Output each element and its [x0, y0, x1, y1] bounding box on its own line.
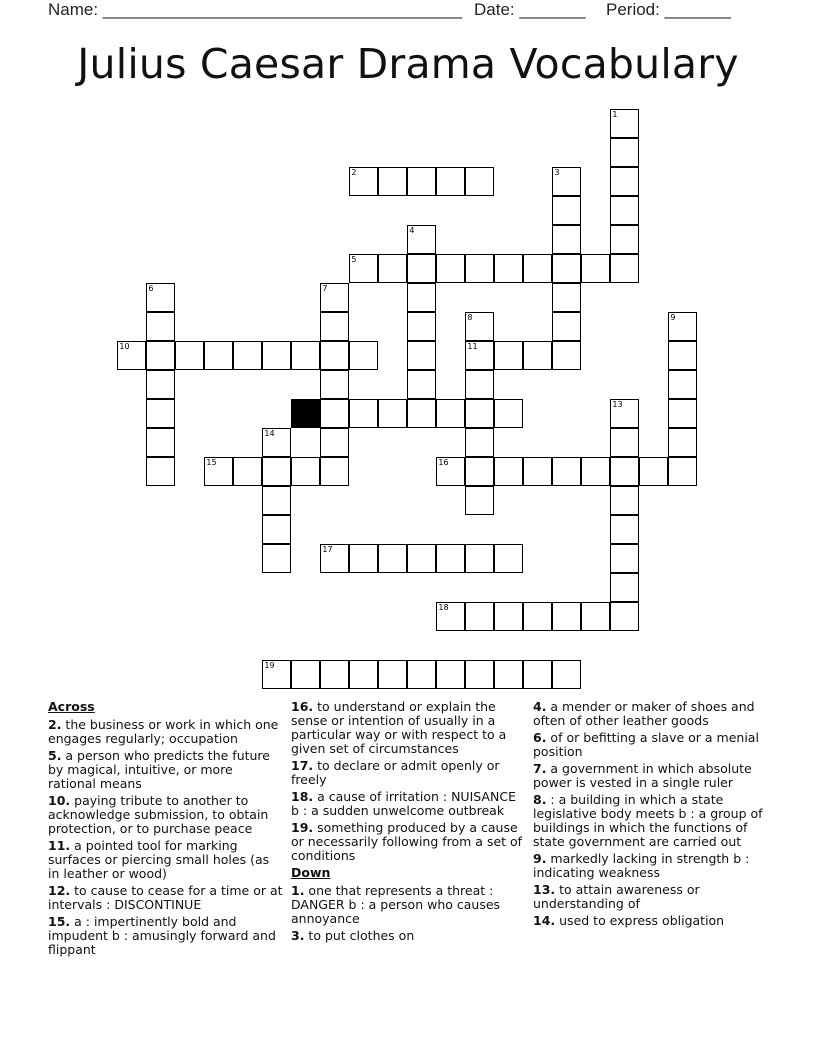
clue-text: a pointed tool for marking surfaces or piercing small holes (as in leather or wood) — [48, 838, 270, 881]
answer-square[interactable] — [320, 312, 349, 341]
clue-number: 16. — [291, 699, 314, 714]
black-square — [291, 399, 320, 428]
clue-number-label: 17 — [322, 545, 333, 555]
answer-square[interactable] — [262, 428, 291, 457]
answer-square[interactable] — [436, 602, 465, 631]
answer-square[interactable] — [552, 196, 581, 225]
answer-square[interactable] — [465, 660, 494, 689]
answer-square[interactable] — [552, 341, 581, 370]
clue-text: to attain awareness or understanding of — [533, 882, 700, 911]
clue-down-13 — [533, 883, 769, 911]
answer-square[interactable] — [407, 254, 436, 283]
answer-square[interactable] — [494, 544, 523, 573]
answer-square[interactable] — [436, 544, 465, 573]
clue-across-5 — [48, 749, 284, 791]
answer-square[interactable] — [436, 457, 465, 486]
clue-across-18 — [291, 790, 525, 818]
clue-text: to declare or admit openly or freely — [291, 758, 500, 787]
clue-number: 15. — [48, 914, 71, 929]
answer-square[interactable] — [552, 225, 581, 254]
clue-down-3 — [291, 929, 525, 943]
answer-square[interactable] — [465, 457, 494, 486]
clue-across-15 — [48, 915, 284, 957]
answer-square[interactable] — [262, 660, 291, 689]
clue-number-label: 2 — [351, 168, 357, 178]
clue-number-label: 1 — [612, 110, 618, 120]
page-title: Julius Caesar Drama Vocabulary — [77, 40, 739, 88]
answer-square[interactable] — [465, 486, 494, 515]
name-field-label[interactable]: Name: ______________________________________ — [48, 0, 463, 19]
answer-square[interactable] — [610, 486, 639, 515]
answer-square[interactable] — [523, 660, 552, 689]
answer-square[interactable] — [291, 457, 320, 486]
clue-text: a mender or maker of shoes and often of other leather goods — [533, 699, 755, 728]
answer-square[interactable] — [668, 457, 697, 486]
clue-number: 12. — [48, 883, 71, 898]
answer-square[interactable] — [146, 399, 175, 428]
clue-down-1 — [291, 884, 525, 926]
clue-number: 19. — [291, 820, 314, 835]
answer-square[interactable] — [581, 602, 610, 631]
clue-text: paying tribute to another to acknowledge submission, to obtain protection, or to purchase peace — [48, 793, 269, 836]
answer-square[interactable] — [494, 399, 523, 428]
answer-square[interactable] — [494, 254, 523, 283]
clue-down-8 — [533, 793, 769, 849]
clue-text: a person who predicts the future by magical, intuitive, or more rational means — [48, 748, 270, 791]
answer-square[interactable] — [262, 544, 291, 573]
answer-square[interactable] — [204, 341, 233, 370]
clue-number: 3. — [291, 928, 305, 943]
answer-square[interactable] — [378, 167, 407, 196]
clue-text: a cause of irritation : NUISANCE b : a sudden unwelcome outbreak — [291, 789, 516, 818]
answer-square[interactable] — [291, 660, 320, 689]
answer-square[interactable] — [378, 399, 407, 428]
answer-square[interactable] — [436, 660, 465, 689]
clue-text: the business or work in which one engages regularly; occupation — [48, 717, 279, 746]
answer-square[interactable] — [349, 399, 378, 428]
clue-number: 18. — [291, 789, 314, 804]
answer-square[interactable] — [378, 254, 407, 283]
clue-column-3 — [533, 700, 769, 931]
answer-square[interactable] — [610, 544, 639, 573]
answer-square[interactable] — [407, 167, 436, 196]
answer-square[interactable] — [465, 341, 494, 370]
clue-number-label: 6 — [148, 284, 154, 294]
clue-number: 7. — [533, 761, 547, 776]
answer-square[interactable] — [320, 457, 349, 486]
period-field-label[interactable]: Period: _______ — [606, 0, 731, 19]
clue-column-2 — [291, 700, 525, 946]
answer-square[interactable] — [668, 370, 697, 399]
clue-number-label: 13 — [612, 400, 623, 410]
clue-number: 4. — [533, 699, 547, 714]
clue-number: 10. — [48, 793, 71, 808]
answer-square[interactable] — [465, 428, 494, 457]
answer-square[interactable] — [465, 370, 494, 399]
answer-square[interactable] — [320, 283, 349, 312]
answer-square[interactable] — [552, 457, 581, 486]
clue-text: : a building in which a state legislative body meets b : a group of buildings in which the functions of state government are carried out — [533, 792, 763, 849]
answer-square[interactable] — [639, 457, 668, 486]
answer-square[interactable] — [610, 602, 639, 631]
answer-square[interactable] — [610, 457, 639, 486]
clue-number: 1. — [291, 883, 305, 898]
clue-number-label: 16 — [438, 458, 449, 468]
answer-square[interactable] — [407, 399, 436, 428]
clue-number: 13. — [533, 882, 556, 897]
clue-number: 8. — [533, 792, 547, 807]
answer-square[interactable] — [320, 660, 349, 689]
answer-square[interactable] — [552, 167, 581, 196]
answer-square[interactable] — [378, 544, 407, 573]
answer-square[interactable] — [610, 138, 639, 167]
clue-number-label: 8 — [467, 313, 473, 323]
clue-number: 14. — [533, 913, 556, 928]
clue-number-label: 7 — [322, 284, 328, 294]
clue-number-label: 3 — [554, 168, 560, 178]
answer-square[interactable] — [320, 428, 349, 457]
clue-number: 5. — [48, 748, 62, 763]
answer-square[interactable] — [523, 602, 552, 631]
answer-square[interactable] — [610, 225, 639, 254]
answer-square[interactable] — [465, 544, 494, 573]
clue-text: used to express obligation — [555, 913, 725, 928]
answer-square[interactable] — [146, 312, 175, 341]
answer-square[interactable] — [465, 399, 494, 428]
clue-number: 2. — [48, 717, 62, 732]
answer-square[interactable] — [349, 544, 378, 573]
clue-number-label: 5 — [351, 255, 357, 265]
answer-square[interactable] — [552, 312, 581, 341]
answer-square[interactable] — [349, 167, 378, 196]
answer-square[interactable] — [668, 341, 697, 370]
clue-text: one that represents a threat : DANGER b : a person who causes annoyance — [291, 883, 501, 926]
answer-square[interactable] — [262, 486, 291, 515]
answer-square[interactable] — [552, 602, 581, 631]
answer-square[interactable] — [668, 399, 697, 428]
answer-square[interactable] — [581, 254, 610, 283]
answer-square[interactable] — [552, 254, 581, 283]
date-field-label[interactable]: Date: _______ — [474, 0, 586, 19]
clue-number-label: 15 — [206, 458, 217, 468]
answer-square[interactable] — [610, 399, 639, 428]
clue-down-9 — [533, 852, 769, 880]
answer-square[interactable] — [146, 341, 175, 370]
clue-down-6 — [533, 731, 769, 759]
answer-square[interactable] — [552, 283, 581, 312]
answer-square[interactable] — [552, 660, 581, 689]
answer-square[interactable] — [146, 283, 175, 312]
clue-column-1 — [48, 700, 284, 960]
clue-text: to put clothes on — [304, 928, 415, 943]
answer-square[interactable] — [494, 660, 523, 689]
clue-text: markedly lacking in strength b : indicating weakness — [533, 851, 750, 880]
answer-square[interactable] — [523, 254, 552, 283]
answer-square[interactable] — [610, 196, 639, 225]
answer-square[interactable] — [262, 341, 291, 370]
answer-square[interactable] — [407, 660, 436, 689]
down-heading: Down — [291, 865, 331, 880]
clue-across-11 — [48, 839, 284, 881]
answer-square[interactable] — [349, 254, 378, 283]
answer-square[interactable] — [320, 370, 349, 399]
clue-across-12 — [48, 884, 284, 912]
clue-down-7 — [533, 762, 769, 790]
across-heading: Across — [48, 699, 95, 714]
clue-down-14 — [533, 914, 769, 928]
answer-square[interactable] — [349, 660, 378, 689]
answer-square[interactable] — [407, 341, 436, 370]
clue-number: 9. — [533, 851, 547, 866]
answer-square[interactable] — [146, 370, 175, 399]
clue-across-16 — [291, 700, 525, 756]
clue-number-label: 19 — [264, 661, 275, 671]
answer-square[interactable] — [233, 457, 262, 486]
clue-text: something produced by a cause or necessarily following from a set of conditions — [291, 820, 523, 863]
answer-square[interactable] — [436, 254, 465, 283]
answer-square[interactable] — [436, 399, 465, 428]
clue-number-label: 11 — [467, 342, 478, 352]
answer-square[interactable] — [349, 341, 378, 370]
answer-square[interactable] — [291, 341, 320, 370]
answer-square[interactable] — [610, 109, 639, 138]
clue-number: 6. — [533, 730, 547, 745]
answer-square[interactable] — [146, 428, 175, 457]
answer-square[interactable] — [407, 370, 436, 399]
answer-square[interactable] — [494, 457, 523, 486]
answer-square[interactable] — [175, 341, 204, 370]
clue-across-17 — [291, 759, 525, 787]
answer-square[interactable] — [465, 312, 494, 341]
clue-number-label: 14 — [264, 429, 275, 439]
answer-square[interactable] — [407, 544, 436, 573]
answer-square[interactable] — [465, 602, 494, 631]
answer-square[interactable] — [262, 515, 291, 544]
answer-square[interactable] — [581, 457, 610, 486]
answer-square[interactable] — [494, 602, 523, 631]
answer-square[interactable] — [204, 457, 233, 486]
clue-down-4 — [533, 700, 769, 728]
answer-square[interactable] — [407, 283, 436, 312]
clue-across-2 — [48, 718, 284, 746]
clue-text: to understand or explain the sense or intention of usually in a particular way or with respect to a given set of circumstances — [291, 699, 507, 756]
clue-number-label: 18 — [438, 603, 449, 613]
answer-square[interactable] — [407, 312, 436, 341]
answer-square[interactable] — [610, 573, 639, 602]
clue-text: to cause to cease for a time or at intervals : DISCONTINUE — [48, 883, 283, 912]
clue-number-label: 9 — [670, 313, 676, 323]
clue-number-label: 12 — [293, 400, 304, 410]
answer-square[interactable] — [610, 515, 639, 544]
answer-square[interactable] — [465, 254, 494, 283]
answer-square[interactable] — [668, 428, 697, 457]
answer-square[interactable] — [378, 660, 407, 689]
answer-square[interactable] — [523, 341, 552, 370]
answer-square[interactable] — [146, 457, 175, 486]
answer-square[interactable] — [320, 341, 349, 370]
answer-square[interactable] — [407, 225, 436, 254]
answer-square[interactable] — [262, 457, 291, 486]
clue-text: a : impertinently bold and impudent b : amusingly forward and flippant — [48, 914, 276, 957]
answer-square[interactable] — [610, 167, 639, 196]
clue-number: 11. — [48, 838, 71, 853]
clue-text: a government in which absolute power is vested in a single ruler — [533, 761, 752, 790]
answer-square[interactable] — [465, 167, 494, 196]
answer-square[interactable] — [436, 167, 465, 196]
clue-number: 17. — [291, 758, 314, 773]
clue-number-label: 10 — [119, 342, 130, 352]
answer-square[interactable] — [523, 457, 552, 486]
clue-number-label: 4 — [409, 226, 415, 236]
clue-across-10 — [48, 794, 284, 836]
answer-square[interactable] — [494, 341, 523, 370]
answer-square[interactable] — [233, 341, 262, 370]
answer-square[interactable] — [320, 544, 349, 573]
answer-square[interactable] — [668, 312, 697, 341]
answer-square[interactable] — [610, 254, 639, 283]
answer-square[interactable] — [117, 341, 146, 370]
clue-across-19 — [291, 821, 525, 863]
answer-square[interactable] — [610, 428, 639, 457]
answer-square[interactable] — [320, 399, 349, 428]
clue-text: of or befitting a slave or a menial position — [533, 730, 759, 759]
